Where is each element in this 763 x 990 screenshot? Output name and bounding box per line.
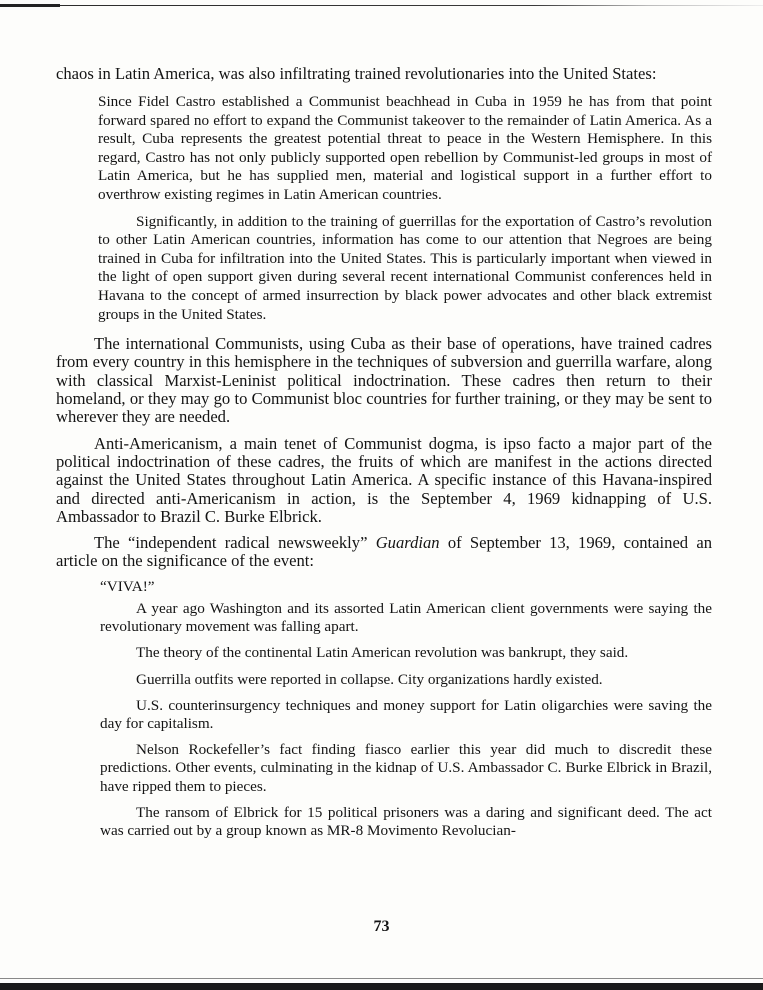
top-rule-mark [0,4,60,7]
top-rule [0,5,763,6]
page-body [56,64,712,840]
article-paragraph: Nelson Rockefeller’s fact finding fiasco earlier this year did much to discredit these predictions. Other events, culminating in the kidnap of U.S. Ambassador C. Burke Elbrick in Brazil, have ripped them to pieces. [100,741,712,795]
guardian-intro-before: The “independent radical newsweekly” [94,533,376,553]
page-number: 73 [373,918,390,935]
body-paragraph: The international Communists, using Cuba as their base of operations, have trained cadres from every country in this hemisphere in the techniques of subversion and guerrilla warfare, along with classical Marxist-Leninist political indoctrination. These cadres then return to their homeland, or they may go to Communist bloc countries for further training, or they may be sent to wherever they are needed. [56,334,712,427]
article-paragraph: U.S. counterinsurgency techniques and money support for Latin oligarchies were saving the day for capitalism. [100,696,712,732]
guardian-intro-paragraph [56,534,712,571]
article-paragraph: The theory of the continental Latin American revolution was bankrupt, they said. [136,644,629,662]
quoted-testimony [98,93,712,324]
guardian-name: Guardian [375,533,440,553]
article-paragraph: The ransom of Elbrick for 15 political prisoners was a daring and significant deed. The act was carried out by a group known as MR-8 Movimento Revolucian- [100,803,712,839]
bottom-rule-thin [0,978,763,979]
article-heading: “VIVA!” [100,577,155,595]
article-paragraph: Guerrilla outfits were reported in collapse. City organizations hardly existed. [136,670,603,688]
quote-paragraph: Significantly, in addition to the training of guerrillas for the exportation of Castro’s revolution to other Latin American countries, information has come to our attention that Negroes are being trained in Cuba for infiltration into the United States. This is particularly important when viewed in the light of open support given during several recent international Communist conferences held in Havana to the concept of armed insurrection by black power advocates and other black extremist groups in the United States. [98,212,712,323]
body-paragraph: Anti-Americanism, a main tenet of Communist dogma, is ipso facto a major part of the political indoctrination of these cadres, the fruits of which are manifest in the actions directed against the United States throughout Latin America. A specific instance of this Havana-inspired and directed anti-Americanism in action, is the September 4, 1969 kidnapping of U.S. Ambassador to Brazil C. Burke Elbrick. [56,433,712,526]
guardian-intro-after: of September 13, 1969, contained an article on the significance of the event: [56,533,712,571]
article-paragraph: A year ago Washington and its assorted Latin American client governments were saying the revolutionary movement was falling apart. [100,599,712,636]
quote-paragraph: Since Fidel Castro established a Communist beachhead in Cuba in 1959 he has from that point forward spared no effort to expand the Communist takeover to the remainder of Latin America. As a result, Cuba represents the greatest potential threat to peace in the Western Hemisphere. In this regard, Castro has not only publicly supported open rebellion by Communist-led groups in most of Latin America, but he has supplied men, material and logistical support in a further effort to overthrow existing regimes in Latin American countries. [98,93,712,203]
bottom-rule [0,983,763,990]
quoted-article [100,578,712,840]
lead-paragraph: chaos in Latin America, was also infiltrating trained revolutionaries into the United States: [56,64,657,83]
